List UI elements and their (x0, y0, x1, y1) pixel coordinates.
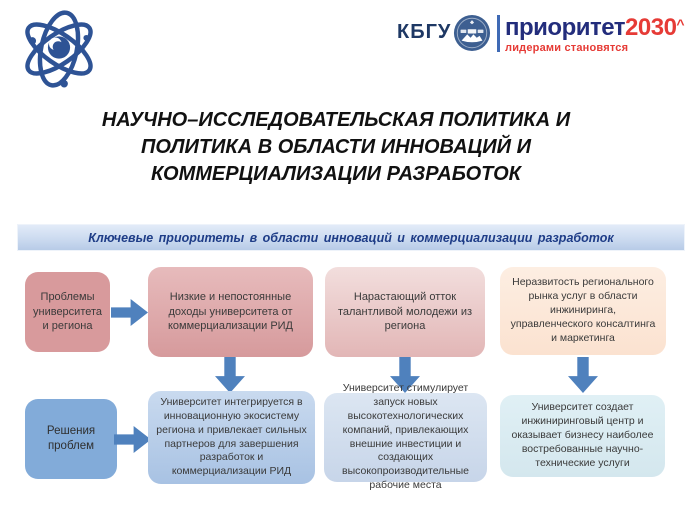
slide-title-line1: НАУЧНО–ИССЛЕДОВАТЕЛЬСКАЯ ПОЛИТИКА И (101, 109, 571, 131)
arrow-right-icon (111, 299, 148, 326)
slide-title (30, 107, 642, 188)
atom-icon (22, 2, 96, 96)
section-banner-text: Ключевые приоритеты в области инноваций и коммерциализации разработок (88, 230, 614, 245)
problem-text-1: Низкие и непостоянные доходы университета от коммерциализации РИД (167, 291, 294, 333)
problem-text-2: Нарастающий отток талантливой молодежи из региона (337, 291, 473, 333)
problem-text-3: Неразвитость регионального рынка услуг в области инжиниринга, управленческого консалтинга и маркетинга (510, 276, 656, 344)
slide-title-line3: КОММЕРЦИАЛИЗАЦИИ РАЗРАБОТОК (151, 163, 521, 185)
header-divider (497, 15, 500, 52)
solution-text-3: Университет создает инжиниринговый центр и оказывает бизнесу наиболее востребованные научно-технические услуги (511, 401, 654, 469)
section-banner (17, 224, 685, 251)
problem-box-1 (148, 267, 313, 357)
problem-box-3 (500, 267, 666, 355)
caret-icon: ^ (676, 16, 685, 32)
program-name: приоритет (505, 14, 626, 41)
arrow-down-icon (215, 357, 245, 393)
solution-box-1 (148, 391, 315, 484)
solution-text-2: Университет стимулирует запуск новых высокотехнологических компаний, привлекающих внешние инвестиции и создающих высокопроизводительные рабочие места (342, 382, 469, 492)
program-year: 2030 (625, 14, 677, 41)
slide-title-line2: ПОЛИТИКА В ОБЛАСТИ ИННОВАЦИЙ И (141, 136, 531, 158)
arrow-down-icon (568, 357, 598, 393)
program-tagline: лидерами становятся (505, 42, 629, 54)
solution-box-3 (500, 395, 665, 477)
priority2030-logo (505, 11, 690, 54)
university-abbreviation: КБГУ (397, 21, 452, 43)
solution-text-1: Университет интегрируется в инновационную экосистему региона и привлекает сильных партнеров для завершения разработок и коммерциализации РИД (156, 395, 307, 478)
problem-box-2 (325, 267, 485, 357)
arrow-right-icon (114, 426, 151, 453)
problems-lead-text: Проблемы университета и региона (33, 291, 103, 333)
mountain-seal-icon (453, 14, 491, 52)
priority2030-wordmark (505, 11, 690, 41)
problems-lead-box (25, 272, 110, 352)
solutions-lead-text: Решения проблем (46, 424, 96, 452)
solutions-lead-box (25, 399, 117, 479)
solution-box-2 (324, 382, 487, 492)
